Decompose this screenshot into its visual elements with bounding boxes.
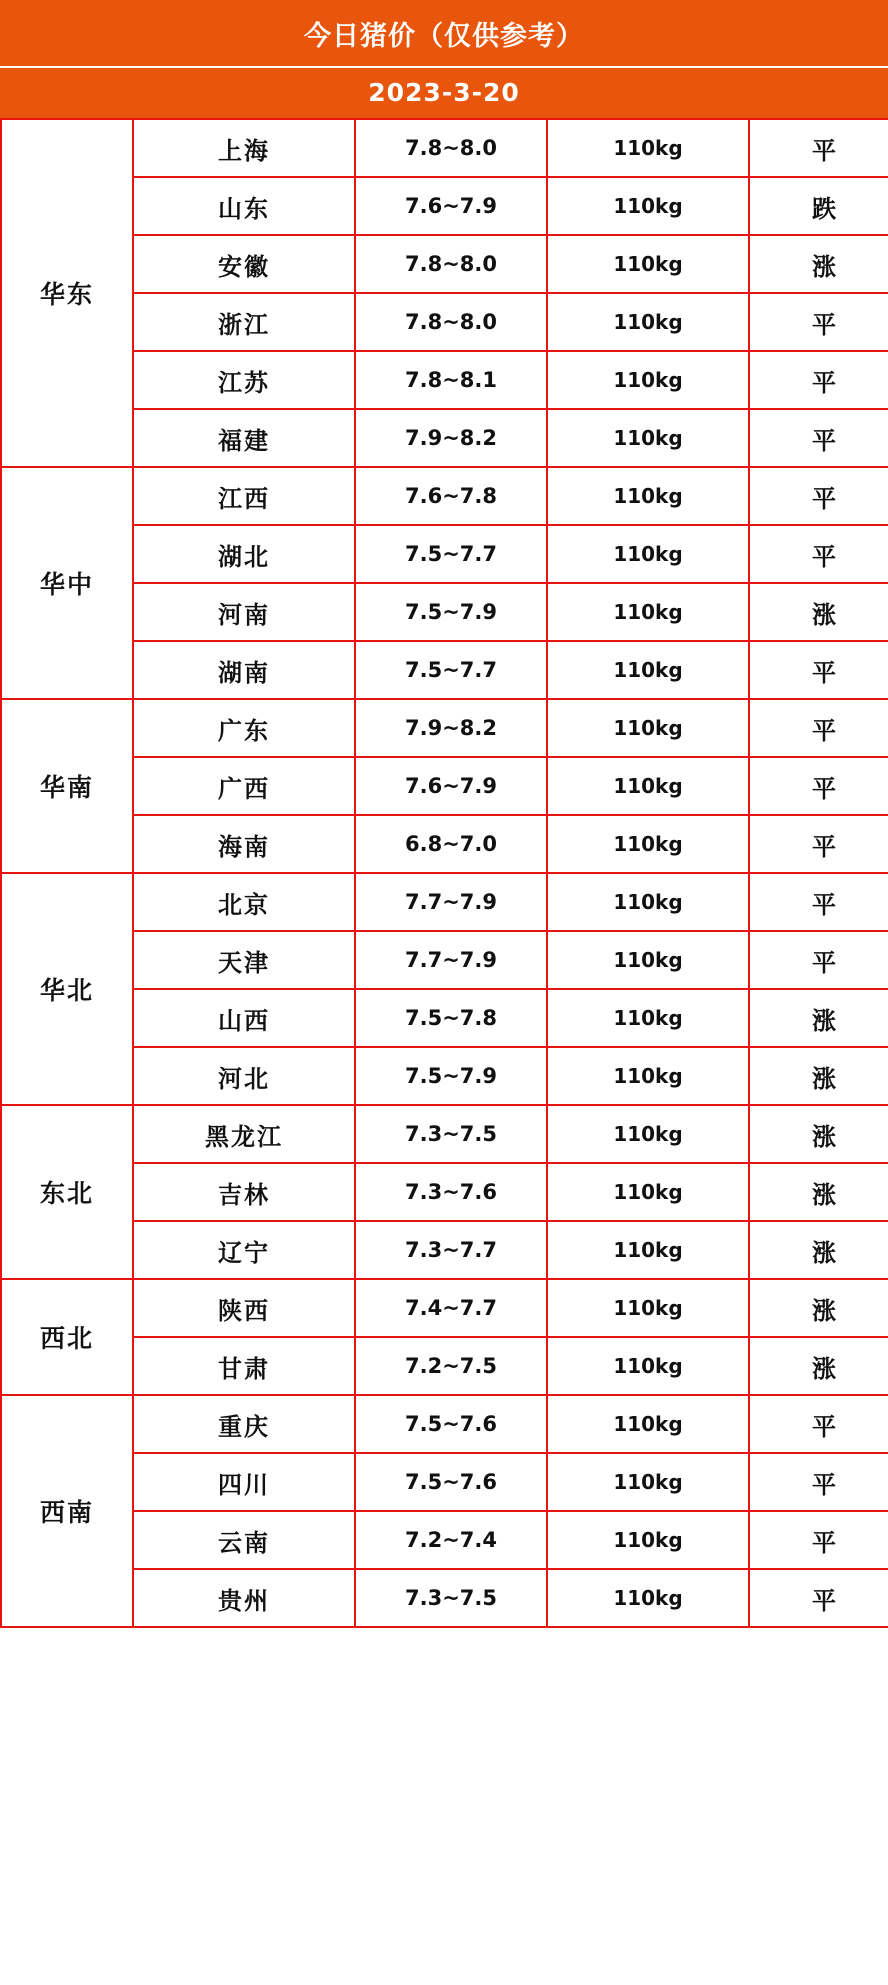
province-cell: 陕西 (133, 1279, 355, 1337)
province-cell: 江苏 (133, 351, 355, 409)
price-cell: 7.5~7.6 (355, 1453, 547, 1511)
table-row (1, 1279, 888, 1337)
table-row (1, 989, 888, 1047)
province-cell: 河南 (133, 583, 355, 641)
price-cell: 7.3~7.5 (355, 1569, 547, 1627)
weight-cell: 110kg (547, 1511, 749, 1569)
region-cell: 西南 (1, 1395, 133, 1627)
table-row (1, 351, 888, 409)
weight-cell: 110kg (547, 467, 749, 525)
weight-cell: 110kg (547, 235, 749, 293)
price-cell: 7.5~7.9 (355, 1047, 547, 1105)
price-cell: 7.2~7.5 (355, 1337, 547, 1395)
trend-cell: 涨 (749, 1163, 888, 1221)
price-cell: 7.3~7.6 (355, 1163, 547, 1221)
trend-cell: 平 (749, 931, 888, 989)
table-row (1, 873, 888, 931)
price-cell: 6.8~7.0 (355, 815, 547, 873)
province-cell: 天津 (133, 931, 355, 989)
trend-cell: 平 (749, 641, 888, 699)
province-cell: 上海 (133, 119, 355, 177)
table-row (1, 235, 888, 293)
province-cell: 重庆 (133, 1395, 355, 1453)
table-row (1, 1453, 888, 1511)
weight-cell: 110kg (547, 1337, 749, 1395)
province-cell: 湖南 (133, 641, 355, 699)
province-cell: 北京 (133, 873, 355, 931)
table-row (1, 119, 888, 177)
weight-cell: 110kg (547, 989, 749, 1047)
trend-cell: 涨 (749, 1047, 888, 1105)
trend-cell: 平 (749, 873, 888, 931)
price-cell: 7.8~8.0 (355, 235, 547, 293)
price-cell: 7.8~8.1 (355, 351, 547, 409)
table-row (1, 177, 888, 235)
trend-cell: 涨 (749, 989, 888, 1047)
province-cell: 广东 (133, 699, 355, 757)
table-row (1, 1163, 888, 1221)
table-row (1, 583, 888, 641)
province-cell: 山西 (133, 989, 355, 1047)
price-cell: 7.7~7.9 (355, 931, 547, 989)
trend-cell: 涨 (749, 1105, 888, 1163)
price-cell: 7.6~7.9 (355, 757, 547, 815)
weight-cell: 110kg (547, 293, 749, 351)
price-table-body (1, 119, 888, 1627)
trend-cell: 涨 (749, 583, 888, 641)
table-row (1, 931, 888, 989)
trend-cell: 涨 (749, 235, 888, 293)
province-cell: 江西 (133, 467, 355, 525)
price-cell: 7.5~7.8 (355, 989, 547, 1047)
province-cell: 湖北 (133, 525, 355, 583)
price-cell: 7.3~7.5 (355, 1105, 547, 1163)
price-cell: 7.5~7.7 (355, 641, 547, 699)
price-cell: 7.6~7.9 (355, 177, 547, 235)
table-row (1, 1105, 888, 1163)
table-row (1, 757, 888, 815)
trend-cell: 平 (749, 119, 888, 177)
trend-cell: 涨 (749, 1337, 888, 1395)
weight-cell: 110kg (547, 1279, 749, 1337)
weight-cell: 110kg (547, 1221, 749, 1279)
trend-cell: 平 (749, 757, 888, 815)
trend-cell: 平 (749, 1453, 888, 1511)
region-cell: 东北 (1, 1105, 133, 1279)
weight-cell: 110kg (547, 525, 749, 583)
province-cell: 河北 (133, 1047, 355, 1105)
table-row (1, 293, 888, 351)
province-cell: 海南 (133, 815, 355, 873)
province-cell: 吉林 (133, 1163, 355, 1221)
province-cell: 贵州 (133, 1569, 355, 1627)
table-row (1, 1047, 888, 1105)
province-cell: 山东 (133, 177, 355, 235)
trend-cell: 平 (749, 525, 888, 583)
table-row (1, 699, 888, 757)
trend-cell: 平 (749, 1395, 888, 1453)
trend-cell: 跌 (749, 177, 888, 235)
trend-cell: 平 (749, 1511, 888, 1569)
price-cell: 7.5~7.6 (355, 1395, 547, 1453)
weight-cell: 110kg (547, 119, 749, 177)
weight-cell: 110kg (547, 1569, 749, 1627)
price-cell: 7.6~7.8 (355, 467, 547, 525)
weight-cell: 110kg (547, 351, 749, 409)
weight-cell: 110kg (547, 641, 749, 699)
price-cell: 7.3~7.7 (355, 1221, 547, 1279)
table-row (1, 1221, 888, 1279)
weight-cell: 110kg (547, 1105, 749, 1163)
weight-cell: 110kg (547, 583, 749, 641)
table-row (1, 1337, 888, 1395)
province-cell: 四川 (133, 1453, 355, 1511)
province-cell: 甘肃 (133, 1337, 355, 1395)
price-cell: 7.8~8.0 (355, 119, 547, 177)
province-cell: 云南 (133, 1511, 355, 1569)
price-table (0, 118, 888, 1628)
table-row (1, 409, 888, 467)
region-cell: 西北 (1, 1279, 133, 1395)
trend-cell: 平 (749, 815, 888, 873)
region-cell: 华南 (1, 699, 133, 873)
weight-cell: 110kg (547, 815, 749, 873)
table-row (1, 467, 888, 525)
table-row (1, 641, 888, 699)
weight-cell: 110kg (547, 699, 749, 757)
province-cell: 福建 (133, 409, 355, 467)
trend-cell: 平 (749, 699, 888, 757)
province-cell: 辽宁 (133, 1221, 355, 1279)
price-cell: 7.4~7.7 (355, 1279, 547, 1337)
province-cell: 黑龙江 (133, 1105, 355, 1163)
table-row (1, 525, 888, 583)
weight-cell: 110kg (547, 1163, 749, 1221)
weight-cell: 110kg (547, 757, 749, 815)
weight-cell: 110kg (547, 1047, 749, 1105)
price-cell: 7.2~7.4 (355, 1511, 547, 1569)
trend-cell: 涨 (749, 1221, 888, 1279)
price-cell: 7.5~7.7 (355, 525, 547, 583)
price-cell: 7.9~8.2 (355, 409, 547, 467)
table-row (1, 815, 888, 873)
trend-cell: 平 (749, 409, 888, 467)
trend-cell: 平 (749, 351, 888, 409)
province-cell: 浙江 (133, 293, 355, 351)
trend-cell: 平 (749, 293, 888, 351)
table-row (1, 1569, 888, 1627)
price-cell: 7.9~8.2 (355, 699, 547, 757)
table-row (1, 1395, 888, 1453)
table-row (1, 1511, 888, 1569)
province-cell: 安徽 (133, 235, 355, 293)
trend-cell: 平 (749, 467, 888, 525)
weight-cell: 110kg (547, 177, 749, 235)
province-cell: 广西 (133, 757, 355, 815)
weight-cell: 110kg (547, 1453, 749, 1511)
weight-cell: 110kg (547, 1395, 749, 1453)
weight-cell: 110kg (547, 931, 749, 989)
price-cell: 7.7~7.9 (355, 873, 547, 931)
trend-cell: 平 (749, 1569, 888, 1627)
weight-cell: 110kg (547, 873, 749, 931)
region-cell: 华北 (1, 873, 133, 1105)
region-cell: 华东 (1, 119, 133, 467)
report-date: 2023-3-20 (0, 66, 888, 118)
price-cell: 7.5~7.9 (355, 583, 547, 641)
page-title: 今日猪价（仅供参考） (0, 0, 888, 66)
trend-cell: 涨 (749, 1279, 888, 1337)
price-cell: 7.8~8.0 (355, 293, 547, 351)
region-cell: 华中 (1, 467, 133, 699)
weight-cell: 110kg (547, 409, 749, 467)
